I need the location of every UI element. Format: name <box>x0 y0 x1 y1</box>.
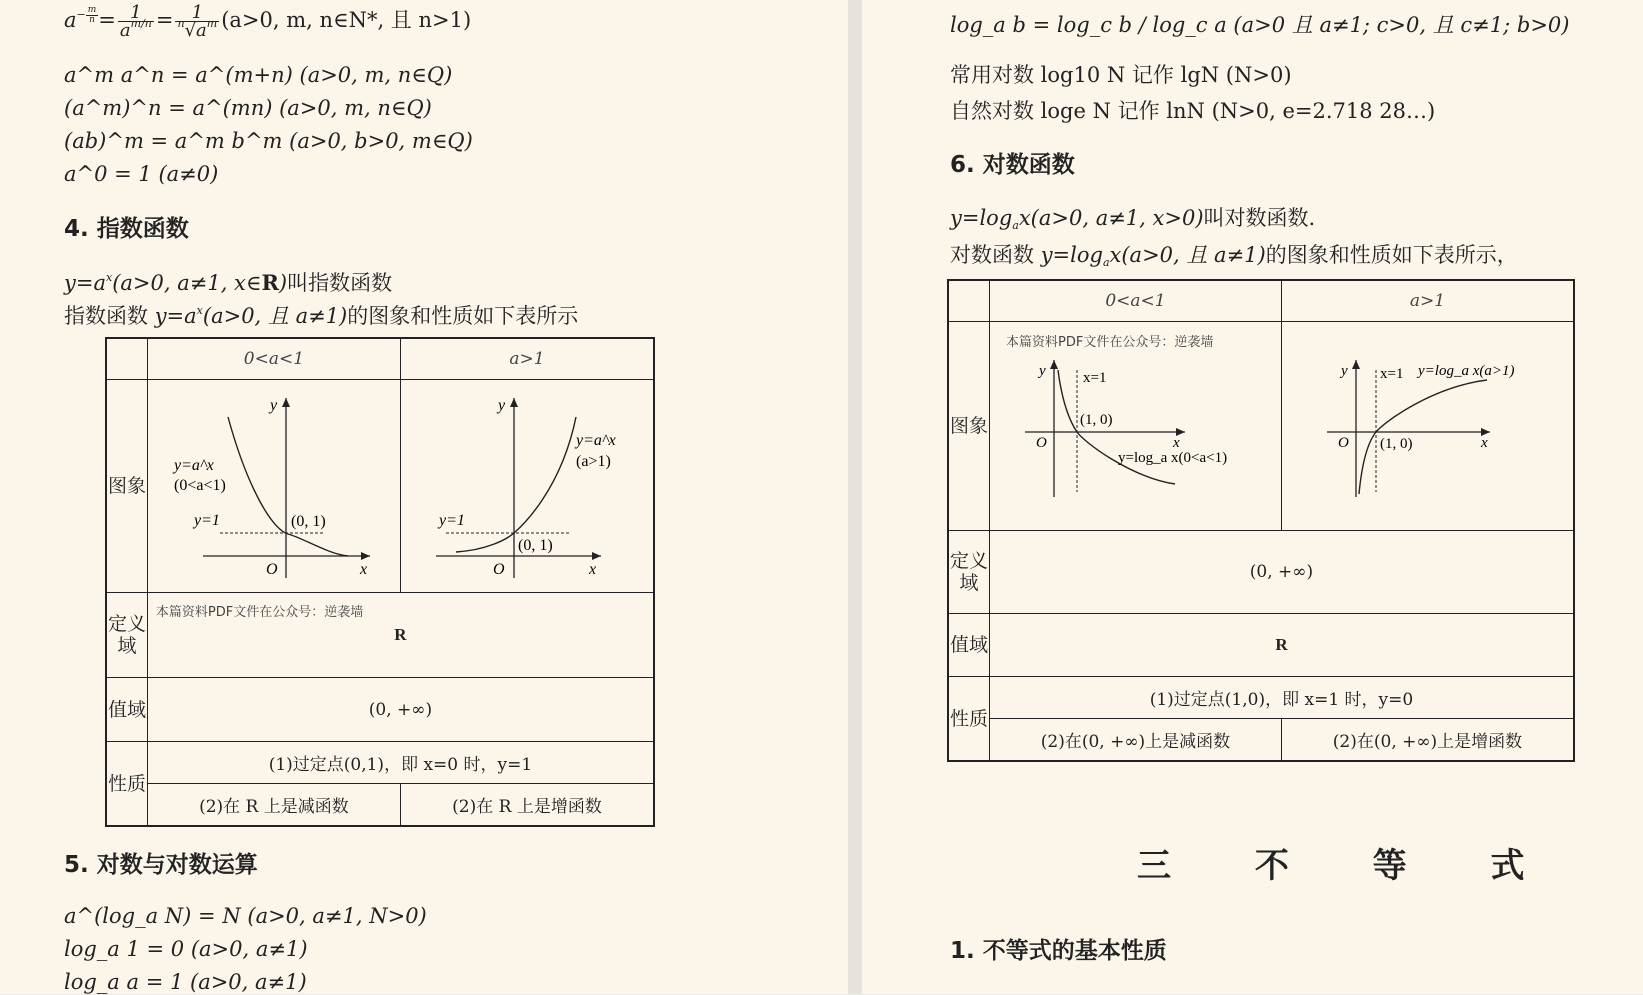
formula-change-of-base: log_a b = log_c b / log_c a (a>0 且 a≠1; c>0, 且 c≠1; b>0) <box>950 13 1570 37</box>
log-function-intro: 对数函数 $y=\log_ax(a>0$, 且 a≠1)的图象和性质如下表所示， <box>950 243 1518 269</box>
header-a-gt-1: a>1 <box>1281 280 1574 322</box>
increasing-log-curve <box>1359 380 1487 494</box>
property-2-decreasing: (2)在 R 上是减函数 <box>147 784 400 827</box>
row-label-graph: 图象 <box>948 322 989 531</box>
formula-power-rule: (a^m)^n = a^(mn) (a>0, m, n∈Q) <box>64 96 432 120</box>
curve-condition: (a>1) <box>575 453 611 470</box>
curve-label: y=log_a x(a>1) <box>1417 363 1515 379</box>
exp-increasing-plot <box>401 380 654 592</box>
formula-neg-exponent: $a^{- \frac{m}{n}}$ = $\frac{1}{a^{m/n}}$ = $\frac{1}{^n√a^m}$ (a>0, m, n∈N*, 且 n>1) <box>64 2 472 41</box>
property-1: (1)过定点(0,1)，即 x=0 时，y=1 <box>147 742 654 784</box>
decreasing-log-curve <box>1058 370 1175 484</box>
origin-label: O <box>1337 435 1349 451</box>
curve-label: y=log_a x(0<a<1) <box>1117 450 1228 466</box>
curve-label: y=a^x <box>575 432 616 449</box>
table-corner <box>106 338 147 380</box>
row-label-properties: 性质 <box>948 677 989 762</box>
section-6-heading: 6. 对数函数 <box>950 152 1075 178</box>
log-increasing-plot <box>1282 322 1574 530</box>
y-label: y <box>1340 363 1348 379</box>
origin-label: O <box>1035 435 1047 451</box>
row-label-properties: 性质 <box>106 742 147 827</box>
exp-decreasing-plot <box>148 380 401 592</box>
common-log-text: 常用对数 log10 N 记作 lgN (N>0) <box>950 63 1292 87</box>
exp-function-definition: $y=a^x(a>0$, a≠1, x∈R)叫指数函数 <box>64 270 393 295</box>
formula-product-power: (ab)^m = a^m b^m (a>0, b>0, m∈Q) <box>64 129 473 153</box>
formula-log-identity: a^(log_a N) = N (a>0, a≠1, N>0) <box>64 904 427 928</box>
curve-label: y=a^x <box>173 457 214 474</box>
point-label: (1, 0) <box>1079 412 1113 428</box>
property-2-increasing: (2)在 R 上是增函数 <box>400 784 654 827</box>
section-1-heading: 1. 不等式的基本性质 <box>950 938 1167 964</box>
decreasing-exp-curve <box>228 417 348 556</box>
range-value: (0, +∞) <box>147 678 654 742</box>
y-label: y <box>1038 363 1046 379</box>
y-axis-arrow <box>1050 360 1058 369</box>
y-label: y <box>269 397 277 414</box>
x-label: x <box>1480 435 1488 451</box>
domain-value: (0, +∞) <box>989 531 1574 614</box>
y-axis-arrow <box>510 398 518 407</box>
header-a-gt-1: a>1 <box>400 338 654 380</box>
row-label-range: 值域 <box>106 678 147 742</box>
curve-condition: (0<a<1) <box>173 477 226 494</box>
formula-log-one: log_a 1 = 0 (a>0, a≠1) <box>64 937 308 961</box>
right-page <box>862 0 1643 994</box>
y-axis-arrow <box>1352 360 1360 369</box>
y-label: y <box>497 397 506 414</box>
section-5-heading: 5. 对数与对数运算 <box>64 852 258 878</box>
exp-function-table <box>105 337 655 827</box>
row-label-graph: 图象 <box>106 380 147 593</box>
exp-function-intro: 指数函数 $y=a^x(a>0$, 且 a≠1)的图象和性质如下表所示 <box>64 304 579 328</box>
natural-log-text: 自然对数 loge N 记作 lnN (N>0, e=2.718 28…) <box>950 99 1436 123</box>
property-2-increasing: (2)在(0, +∞)上是增函数 <box>1281 719 1574 762</box>
row-label-range: 值域 <box>948 614 989 677</box>
graph-log-increasing <box>1281 322 1574 531</box>
graph-exp-increasing <box>400 380 654 593</box>
point-label: (1, 0) <box>1379 436 1413 452</box>
x-label: x <box>588 561 597 578</box>
domain-cell <box>147 593 654 678</box>
y-axis-arrow <box>282 398 290 407</box>
row-label-domain: 定义域 <box>948 531 989 614</box>
graph-exp-decreasing <box>147 380 400 593</box>
log-decreasing-plot <box>990 322 1282 530</box>
range-value: R <box>989 614 1574 677</box>
x1-label: x=1 <box>1082 370 1107 386</box>
row-label-domain: 定义域 <box>106 593 147 678</box>
formula-zero-exponent: a^0 = 1 (a≠0) <box>64 162 219 186</box>
property-2-decreasing: (2)在(0, +∞)上是减函数 <box>989 719 1281 762</box>
header-0-a-1: 0<a<1 <box>989 280 1281 322</box>
watermark-text: 本篇资料PDF文件在公众号：逆袭墙 <box>1005 335 1214 350</box>
point-label: (0, 1) <box>290 513 326 530</box>
formula-product-rule: a^m a^n = a^(m+n) (a>0, m, n∈Q) <box>64 63 453 87</box>
formula-log-base: log_a a = 1 (a>0, a≠1) <box>64 970 307 994</box>
x-axis-arrow <box>592 552 601 560</box>
x-axis-arrow <box>361 552 370 560</box>
graph-log-decreasing <box>989 322 1281 531</box>
section-4-heading: 4. 指数函数 <box>64 216 189 242</box>
log-function-definition: $y=\log_ax(a>0$, a≠1, x>0)叫对数函数. <box>950 206 1316 232</box>
log-function-table <box>947 279 1575 762</box>
x1-label: x=1 <box>1379 366 1404 382</box>
property-1: (1)过定点(1,0)，即 x=1 时，y=0 <box>989 677 1574 719</box>
origin-label: O <box>492 561 505 578</box>
x-label: x <box>359 561 367 578</box>
point-label: (0, 1) <box>517 537 553 554</box>
header-0-a-1: 0<a<1 <box>147 338 400 380</box>
watermark-text: 本篇资料PDF文件在公众号：逆袭墙 <box>155 605 364 620</box>
chapter-title: 三 不 等 式 <box>1137 846 1561 886</box>
x-label: x <box>1172 435 1180 451</box>
y1-label: y=1 <box>193 512 220 529</box>
domain-value: R <box>394 625 407 644</box>
table-corner <box>948 280 989 322</box>
page-gutter <box>848 0 862 994</box>
origin-label: O <box>265 561 278 578</box>
y1-label: y=1 <box>438 512 465 529</box>
increasing-exp-curve <box>456 417 576 552</box>
